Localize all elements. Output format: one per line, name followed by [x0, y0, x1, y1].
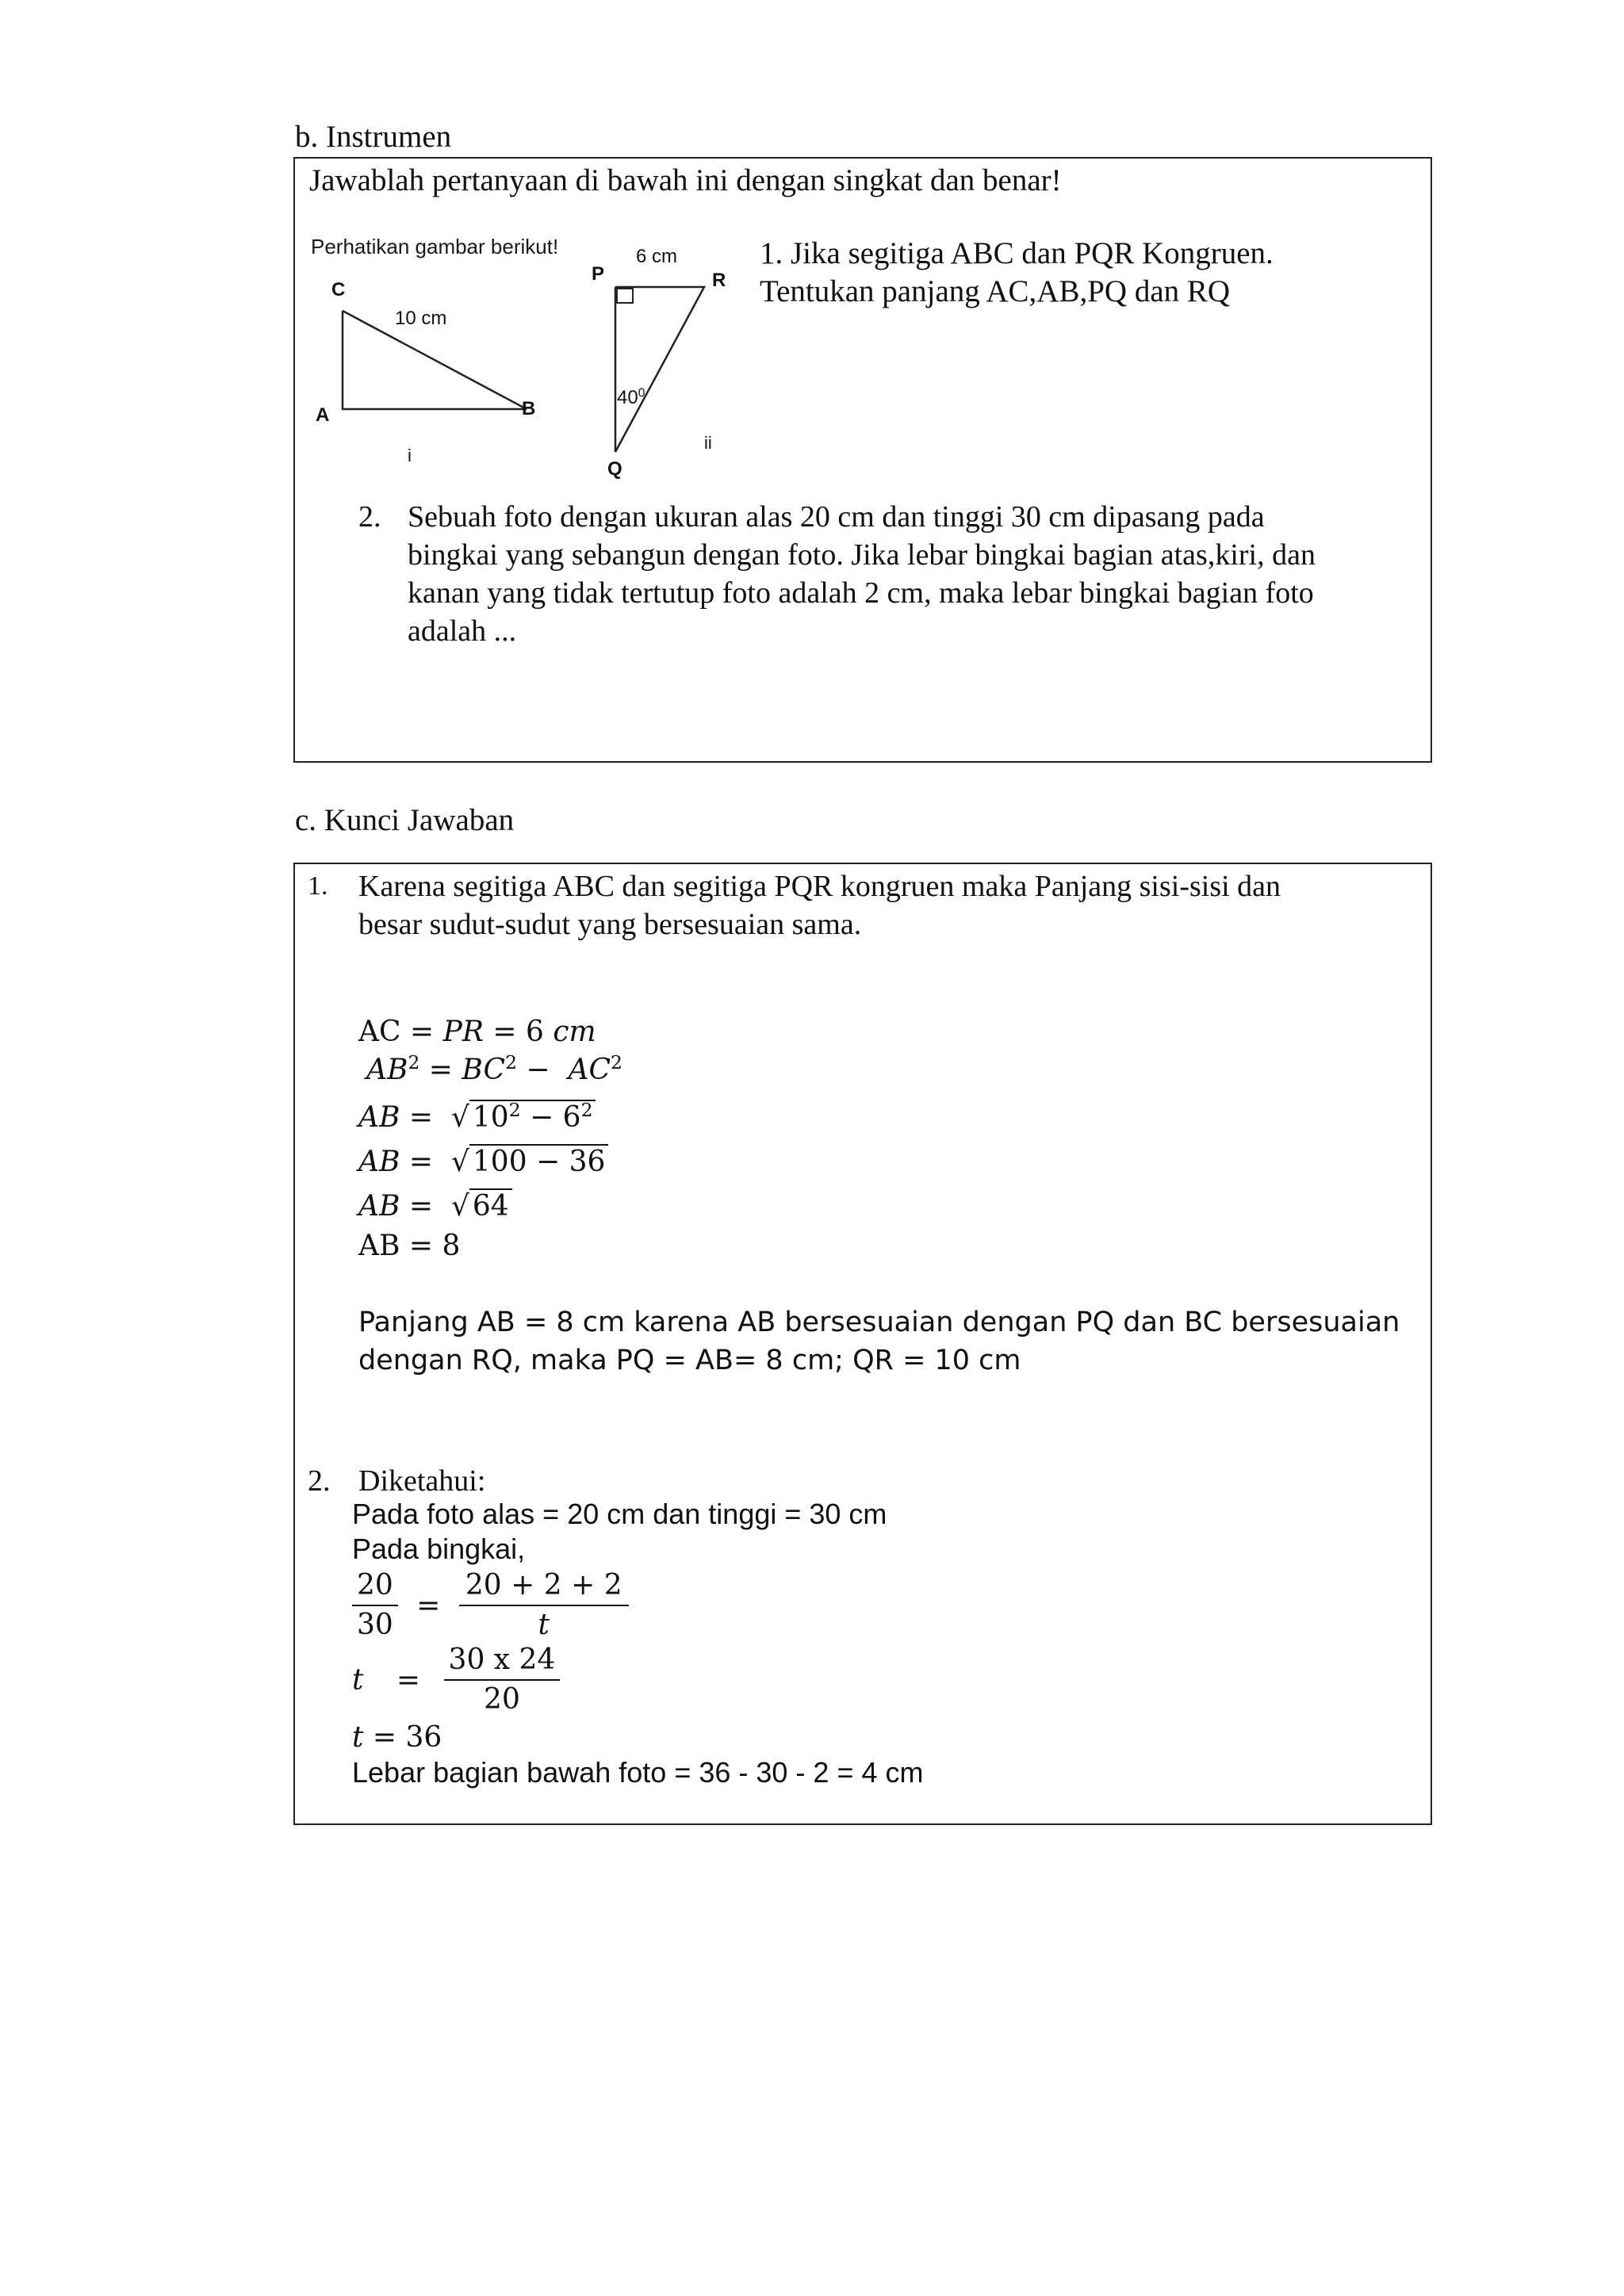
side-pr-label: 6 cm	[636, 246, 678, 267]
question-1-line-1: 1. Jika segitiga ABC dan PQR Kongruen.	[760, 236, 1274, 270]
equation-ac: AC = PR = 6 cm	[358, 1016, 596, 1048]
equation-sqrt-1: AB = √ $10^2 - 6^2$	[358, 1099, 596, 1137]
equation-sqrt-3: AB = √ 64	[358, 1188, 512, 1226]
answer-1-para-2: dengan RQ, maka PQ = AB= 8 cm; QR = 10 cm	[358, 1345, 1021, 1376]
triangle-i-label: i	[408, 446, 412, 465]
answer-1-number: 1.	[308, 871, 328, 901]
triangle-ii-label: ii	[704, 433, 712, 453]
fraction-20-30: $\frac{20}{30}$	[352, 1567, 398, 1644]
answer-2-conclusion: Lebar bagian bawah foto = 36 - 30 - 2 = 4 cm	[352, 1756, 924, 1789]
equation-ab-squared: $AB^2 = BC^2 - AC^2$	[366, 1051, 622, 1086]
vertex-q-label: Q	[607, 458, 622, 480]
equation-ab-result: AB = 8	[358, 1230, 461, 1262]
vertex-b-label: B	[522, 398, 536, 419]
equation-t-result: t = 36	[352, 1721, 442, 1754]
triangle-pqr	[615, 287, 704, 452]
fraction-30x24-20: $\frac{30 x 24}{20}$	[444, 1641, 561, 1719]
question-1-line-2: Tentukan panjang AC,AB,PQ dan RQ	[760, 274, 1231, 308]
section-c-heading: c. Kunci Jawaban	[295, 803, 515, 837]
vertex-a-label: A	[316, 404, 330, 426]
answer-key-box	[293, 863, 1432, 1825]
triangles-drawing	[308, 235, 736, 496]
answer-2-label: Diketahui:	[358, 1464, 486, 1498]
triangle-figure	[308, 235, 736, 496]
question-2-line-3: kanan yang tidak tertutup foto adalah 2 cm, maka lebar bingkai bagian foto	[408, 576, 1314, 610]
answer-2-line-1: Pada foto alas = 20 cm dan tinggi = 30 cm	[352, 1498, 887, 1530]
right-angle-marker	[617, 289, 633, 303]
answer-1-para-1: Panjang AB = 8 cm karena AB bersesuaian dengan PQ dan BC bersesuaian	[358, 1307, 1400, 1338]
question-2-line-2: bingkai yang sebangun dengan foto. Jika lebar bingkai bagian atas,kiri, dan	[408, 538, 1316, 572]
vertex-r-label: R	[712, 270, 726, 291]
vertex-p-label: P	[592, 263, 605, 285]
figure-caption: Perhatikan gambar berikut!	[311, 235, 559, 258]
answer-2-line-2: Pada bingkai,	[352, 1533, 526, 1565]
instrument-box	[293, 157, 1432, 763]
answer-1-line-2: besar sudut-sudut yang bersesuaian sama.	[358, 908, 862, 941]
fraction-frame: $\frac{20 + 2 + 2}{t}$	[459, 1567, 629, 1644]
instruction-text: Jawablah pertanyaan di bawah ini dengan singkat dan benar!	[309, 163, 1062, 197]
angle-q-label	[617, 387, 645, 409]
question-2-line-1: Sebuah foto dengan ukuran alas 20 cm dan tinggi 30 cm dipasang pada	[408, 500, 1265, 534]
equation-proportion: $\frac{20}{30}$ = $\frac{20 + 2 + 2}{t}$	[352, 1567, 629, 1644]
vertex-c-label: C	[331, 279, 346, 300]
section-b-heading: b. Instrumen	[295, 120, 452, 154]
question-2-line-4: adalah ...	[408, 614, 517, 648]
equation-sqrt-2: AB = √ 100 − 36	[358, 1143, 608, 1181]
answer-1-line-1: Karena segitiga ABC dan segitiga PQR kongruen maka Panjang sisi-sisi dan	[358, 870, 1281, 903]
question-2-number: 2.	[358, 500, 381, 534]
degree-mark: 0	[638, 386, 645, 400]
equation-t: t = $\frac{30 x 24}{20}$	[352, 1641, 560, 1719]
side-bc-label: 10 cm	[395, 308, 447, 329]
answer-2-number: 2.	[308, 1464, 331, 1498]
angle-value: 40	[617, 387, 638, 408]
